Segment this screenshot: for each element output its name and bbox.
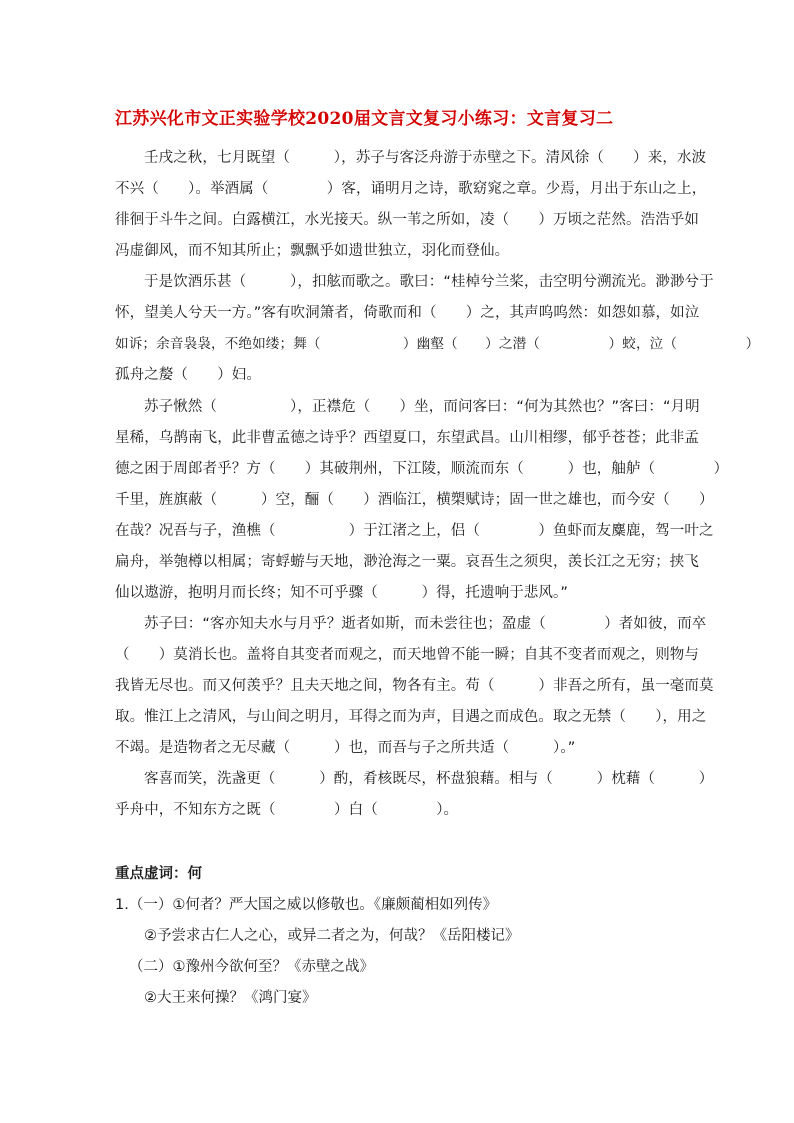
passage-line: 徘徊于斗牛之间。白露横江，水光接天。纵一苇之所如，凌（ ）万顷之茫然。浩浩乎如 <box>115 212 699 228</box>
passage-line: 乎舟中，不知东方之既（ ）白（ ）。 <box>115 802 459 818</box>
passage-line: 怀，望美人兮天一方。”客有吹洞箫者，倚歌而和（ ）之，其声呜呜然：如怨如慕，如泣 <box>115 305 700 321</box>
section-title: 重点虚词：何 <box>115 866 202 882</box>
passage-line: 冯虚御风，而不知其所止；飘飘乎如遗世独立，羽化而登仙。 <box>115 243 510 259</box>
passage-line: 仙以遨游，抱明月而长终；知不可乎骤（ ）得，托遗响于悲风。” <box>115 585 568 601</box>
passage-line: 德之困于周郎者乎？方（ ）其破荆州，下江陵，顺流而东（ ）也，舳舻（ ） <box>115 461 729 477</box>
passage-line: 不兴（ ）。举酒属（ ）客，诵明月之诗，歌窈窕之章。少焉，月出于东山之上， <box>115 181 707 197</box>
passage-line: 壬戌之秋，七月既望（ ），苏子与客泛舟游于赤壁之下。清风徐（ ）来，水波 <box>144 150 707 166</box>
passage-line: （ ）莫消长也。盖将自其变者而观之，而天地曾不能一瞬；自其不变者而观之，则物与 <box>115 647 699 663</box>
passage-line: 星稀，乌鹊南飞，此非曹孟德之诗乎？西望夏口，东望武昌。山川相缪，郁乎苍苍；此非孟 <box>115 430 699 446</box>
passage-line: 在哉？况吾与子，渔樵（ ）于江渚之上，侣（ ）鱼虾而友麋鹿，驾一叶之 <box>115 523 714 539</box>
example-item: ②大王来何操？《鸿门宴》 <box>144 990 317 1006</box>
example-item: （二）①豫州今欲何至？《赤壁之战》 <box>129 959 374 975</box>
passage-line: 千里，旌旗蔽（ ）空，酾（ ）酒临江，横槊赋诗；固一世之雄也，而今安（ ） <box>115 492 714 508</box>
example-item: ②予尝求古仁人之心，或异二者之为，何哉？《岳阳楼记》 <box>144 928 520 944</box>
passage-line: 如诉；余音袅袅，不绝如缕；舞（ ）幽壑（ ）之潜（ ）蛟，泣（ ） <box>115 336 760 352</box>
page-title: 江苏兴化市文正实验学校2020届文言文复习小练习：文言复习二 <box>115 109 614 129</box>
example-item: 1.（一）①何者？严大国之威以修敬也。《廉颇蔺相如列传》 <box>115 897 498 913</box>
passage-line: 我皆无尽也。而又何羡乎？且夫天地之间，物各有主。苟（ ）非吾之所有，虽一毫而莫 <box>115 678 714 694</box>
passage-line: 不竭。是造物者之无尽藏（ ）也，而吾与子之所共适（ ）。” <box>115 740 576 756</box>
passage-line: 扁舟，举匏樽以相属；寄蜉蝣与天地，渺沧海之一粟。哀吾生之须臾，羡长江之无穷；挟飞 <box>115 554 699 570</box>
passage-line: 苏子愀然（ ），正襟危（ ）坐，而问客曰：“何为其然也？”客曰：“月明 <box>144 399 700 415</box>
passage-line: 客喜而笑，洗盏更（ ）酌，肴核既尽，杯盘狼藉。相与（ ）枕藉（ ） <box>144 771 714 787</box>
passage-line: 孤舟之嫠（ ）妇。 <box>115 367 261 383</box>
passage-line: 取。惟江上之清风，与山间之明月，耳得之而为声，目遇之而成色。取之无禁（ ），用之 <box>115 709 707 725</box>
passage-line: 于是饮酒乐甚（ ），扣舷而歌之。歌曰：“桂棹兮兰桨，击空明兮溯流光。渺渺兮于 <box>144 274 714 290</box>
passage-line: 苏子曰：“客亦知夫水与月乎？逝者如斯，而未尝往也；盈虚（ ）者如彼，而卒 <box>144 616 707 632</box>
